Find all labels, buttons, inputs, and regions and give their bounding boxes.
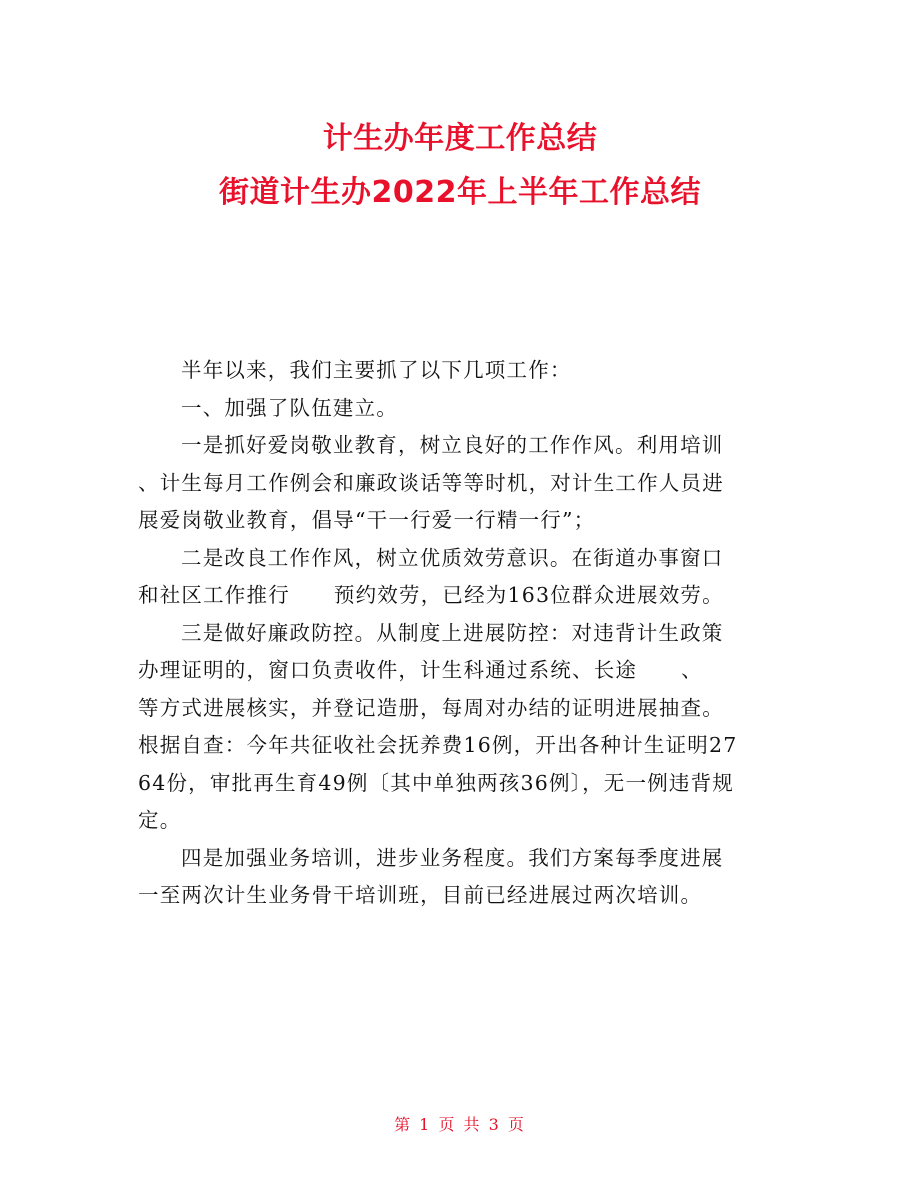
text-line: 一至两次计生业务骨干培训班，目前已经进展过两次培训。 — [138, 883, 703, 907]
text-line: 二是改良工作作风，树立优质效劳意识。在街道办事窗口 — [181, 545, 724, 570]
text-segment: 办理证明的，窗口负责收件，计生科通过系统、长途 — [138, 658, 638, 682]
text-line — [138, 652, 788, 690]
text-line: 一、加强了队伍建立。 — [181, 395, 398, 420]
paragraph-point-3 — [138, 615, 788, 840]
text-line: 根据自查：今年共征收社会抚养费16例，开出各种计生证明27 — [138, 733, 738, 757]
text-line: 展爱岗敬业教育，倡导“干一行爱一行精一行”； — [138, 508, 596, 532]
page-number-footer: 第 1 页 共 3 页 — [394, 1115, 526, 1134]
text-line: 一是抓好爱岗敬业教育，树立良好的工作作风。利用培训 — [181, 433, 724, 457]
document-title — [0, 112, 920, 220]
text-segment: 和社区工作推行 — [138, 583, 290, 607]
paragraph-point-1 — [138, 427, 788, 540]
paragraph-section-heading — [138, 390, 788, 428]
text-line: 三是做好廉政防控。从制度上进展防控：对违背计生政策 — [181, 620, 724, 645]
text-segment: 、 — [681, 658, 703, 682]
text-line: 、计生每月工作例会和廉政谈话等等时机，对计生工作人员进 — [138, 470, 724, 495]
title-line-2: 街道计生办2022年上半年工作总结 — [219, 175, 701, 210]
paragraph-point-4 — [138, 840, 788, 915]
text-line: 四是加强业务培训，进步业务程度。我们方案每季度进展 — [181, 845, 724, 870]
text-segment: 预约效劳，已经为163位群众进展效劳。 — [333, 583, 724, 607]
text-line: 定。 — [138, 808, 182, 832]
text-line: 64份，审批再生育49例〔其中单独两孩36例〕，无一例违背规 — [138, 770, 735, 795]
text-line: 半年以来，我们主要抓了以下几项工作： — [181, 358, 572, 382]
paragraph-intro — [138, 352, 788, 390]
paragraph-point-2 — [138, 540, 788, 615]
title-line-1: 计生办年度工作总结 — [322, 121, 598, 156]
text-line — [138, 577, 788, 615]
text-line: 等方式进展核实，并登记造册，每周对办结的证明进展抽查。 — [138, 695, 724, 720]
document-body — [138, 352, 788, 915]
